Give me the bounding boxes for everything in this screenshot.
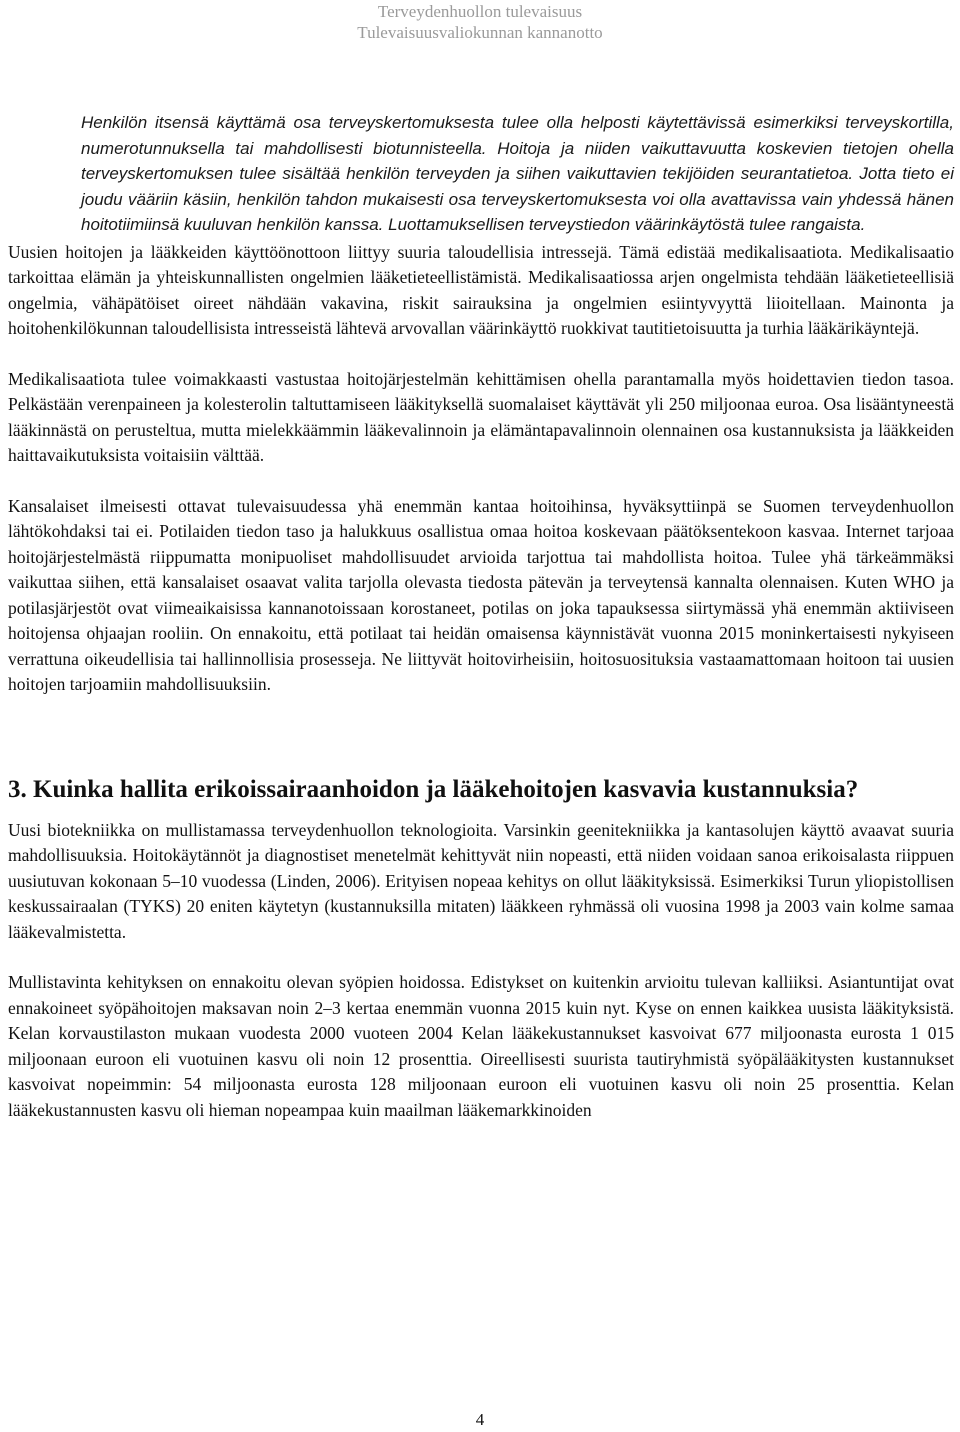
header-subtitle: Tulevaisuusvaliokunnan kannanotto xyxy=(357,23,603,42)
page-number: 4 xyxy=(475,1410,485,1429)
document-body xyxy=(8,110,954,1123)
paragraph-resisting-medicalization: Medikalisaatiota tulee voimakkaasti vastustaa hoitojärjestelmän kehittämisen ohella parantamalla myös hoidettavien tiedon tasoa. Pelkästään verenpaineen ja kolesterolin taltuttamiseen lääkityksellä suomalaiset käyttävät yli 250 miljoonaa euroa. Osa lisääntyneestä lääkinnästä on perusteltua, mutta mielekkäämmin lääkevalinnoin ja elämäntapavalinnoin olennainen osa kustannuksista ja lääkkeiden haittavaikutuksista voitaisiin välttää. xyxy=(8,368,954,465)
paragraph-citizens-role: Kansalaiset ilmeisesti ottavat tulevaisuudessa yhä enemmän kantaa hoitoihinsa, hyväksyttiinpä se Suomen terveydenhuollon lähtökohdaksi tai ei. Potilaiden tiedon taso ja halukkuus osallistua omaa hoitoa koskevaan päätöksentekoon kasvaa. Internet tarjoaa hoitojärjestelmästä riippumatta monipuoliset mahdollisuudet arvioida tarjottua tai mahdollista hoitoa. Tulee yhä tärkeämmäksi vaikuttaa siihen, että kansalaiset osaavat valita tarjolla olevasta tiedosta pätevän ja terveytensä kannalta olennaisen. Kuten WHO ja potilasjärjestöt ovat viimeaikaisissa kannanotoissaan korostaneet, potilas on joka tapauksessa siirtymässä yhä enemmän aktiiviseen hoitojensa ohjaajan rooliin. On ennakoitu, että potilaat tai heidän omaisensa käynnistävät vuonna 2015 moninkertaisesti nykyiseen verrattuna oikeudellisia tai hallinnollisia prosesseja. Ne liittyvät hoitovirheisiin, hoitosuosituksia vastaamattomaan hoitoon tai uusien hoitojen tarjoamiin mahdollisuuksiin. xyxy=(8,495,954,694)
section-heading: 3. Kuinka hallita erikoissairaanhoidon ja lääkehoitojen kasvavia kustannuksia? xyxy=(8,775,859,803)
section-spacer xyxy=(8,723,954,774)
paragraph-medicalization: Uusien hoitojen ja lääkkeiden käyttöönottoon liittyy suuria taloudellisia intressejä. Tämä edistää medikalisaatiota. Medikalisaatio tarkoittaa elämän ja yhteiskunnallisten ongelmien lääketieteellistämistä. Medikalisaatiossa arjen ongelmista tehdään lääketieteellisiä ongelmia, vähäpätöiset oireet nähdään vakavina, riskit sairauksina ja ongelmien esiintyvyyttä liioitellaan. Mainonta ja hoitohenkilökunnan taloudellisista intresseistä lähtevä arvovallan väärinkäyttö ruokkivat tautitietoisuutta ja turhia lääkärikäyntejä. xyxy=(8,241,954,338)
page-header xyxy=(0,0,960,43)
italic-quote-paragraph: Henkilön itsensä käyttämä osa terveyskertomuksesta tulee olla helposti käytettävissä esimerkiksi terveyskortilla, numerotunnuksella tai mahdollisesti biotunnisteella. Hoitoja ja niiden vaikuttavuutta koskevien tietojen ohella terveyskertomuksen tulee sisältää henkilön terveyden ja siihen vaikuttavien tekijöiden seurantatietoa. Jotta tieto ei joudu vääriin käsiin, henkilön tahdon mukaisesti osa terveyskertomuksesta voi olla avattavissa vain yhdessä hänen hoitotiimiinsä kuuluvan henkilön kanssa. Luottamuksellisen terveystiedon väärinkäytöstä tulee rangaista. xyxy=(81,113,954,234)
paragraph-biotechnology: Uusi biotekniikka on mullistamassa terveydenhuollon teknologioita. Varsinkin geenitekniikka ja kantasolujen käyttö avaavat suuria mahdollisuuksia. Hoitokäytännöt ja diagnostiset menetelmät kehittyvät niin nopeasti, että niiden voidaan sanoa erikoisalasta riippuen uusiutuvan kokonaan 5–10 vuodessa (Linden, 2006). Erityisen nopeaa kehitys on ollut lääkityksissä. Esimerkiksi Turun yliopistollisen keskussairaalan (TYKS) 20 eniten käytetyn (kustannuksilla mitaten) lääkkeen ryhmässä oli vuosina 1998 ja 2003 vain kolme samaa lääkevalmistetta. xyxy=(8,819,954,942)
paragraph-cancer-treatment: Mullistavinta kehityksen on ennakoitu olevan syöpien hoidossa. Edistykset on kuitenkin arvioitu tulevan kalliiksi. Asiantuntijat ovat ennakoineet syöpähoitojen maksavan noin 2–3 kertaa enemmän vuonna 2015 kuin nyt. Kyse on ennen kaikkea uusista lääkityksistä. Kelan korvaustilaston mukaan vuodesta 2000 vuoteen 2004 Kelan lääkekustannukset kasvoivat 677 miljoonasta eurosta 1 015 miljoonaan euroon eli vuotuinen kasvu oli noin 12 prosenttia. Oireellisesti suurista tautiryhmistä syöpälääkitysten kustannukset kasvoivat nopeimmin: 54 miljoonasta eurosta 128 miljoonaan euroon eli vuotuinen kasvu oli noin 25 prosenttia. Kelan lääkekustannusten kasvu oli hieman nopeampaa kuin maailman lääkemarkkinoiden xyxy=(8,972,954,1120)
header-title: Terveydenhuollon tulevaisuus xyxy=(377,2,583,21)
